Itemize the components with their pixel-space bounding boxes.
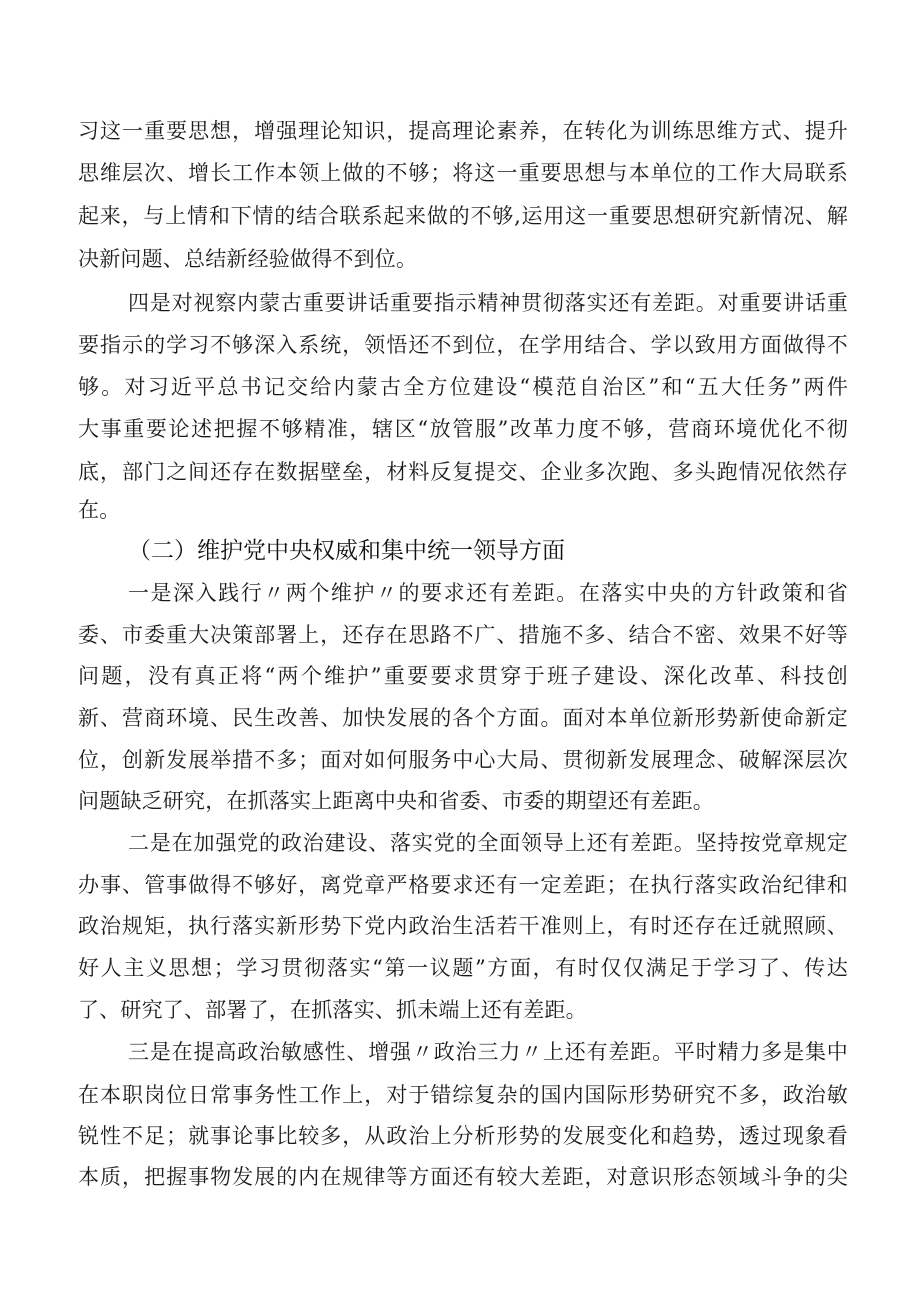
paragraph-line: 一是深入践行〃两个维护〃的要求还有差距。在落实中央的方针政策和省	[128, 581, 848, 605]
paragraph-line: 了、研究了、部署了，在抓落实、抓未端上还有差距。	[78, 998, 587, 1022]
paragraph-line: 够。对习近平总书记交给内蒙古全方位建设“模范自治区”和“五大任务”两件	[78, 375, 848, 399]
paragraph-line: 决新问题、总结新经验做得不到位。	[78, 247, 418, 271]
paragraph-line: 要指示的学习不够深入系统，领悟还不到位，在学用结合、学以致用方面做得不	[78, 333, 848, 357]
paragraph-line: 在。	[78, 498, 121, 522]
paragraph-line: 在本职岗位日常事务性工作上，对于错综复杂的国内国际形势研究不多，政治敏	[78, 1083, 848, 1107]
paragraph-line: 本质，把握事物发展的内在规律等方面还有较大差距，对意识形态领域斗争的尖	[78, 1165, 848, 1189]
paragraph-line: 问题，没有真正将“两个维护”重要要求贯穿于班子建设、深化改革、科技创	[78, 664, 848, 688]
paragraph-line: 思维层次、增长工作本领上做的不够；将这一重要思想与本单位的工作大局联系	[78, 161, 848, 185]
paragraph-line: 位，创新发展举措不多；面对如何服务中心大局、贯彻新发展理念、破解深层次	[78, 748, 848, 772]
paragraph-line: 政治规矩，执行落实新形势下党内政治生活若干准则上，有时还存在迁就照顾、	[78, 914, 848, 938]
paragraph-line: 办事、管事做得不够好，离党章严格要求还有一定差距；在执行落实政治纪律和	[78, 873, 848, 897]
paragraph-line: 习这一重要思想，增强理论知识，提高理论素养，在转化为训练思维方式、提升	[78, 119, 848, 143]
paragraph-line: 大事重要论述把握不够精准，辖区“放管服”改革力度不够，营商环境优化不彻	[78, 417, 848, 441]
paragraph-line: 问题缺乏研究，在抓落实上距离中央和省委、市委的期望还有差距。	[78, 789, 714, 813]
paragraph-line: 起来，与上情和下情的结合联系起来做的不够,运用这一重要思想研究新情况、解	[78, 204, 848, 228]
paragraph-line: 底，部门之间还存在数据壁垒，材料反复提交、企业多次跑、多头跑情况依然存	[78, 460, 848, 484]
paragraph-line: 新、营商环境、民生改善、加快发展的各个方面。面对本单位新形势新使命新定	[78, 706, 848, 730]
paragraph-line: 锐性不足；就事论事比较多，从政治上分析形势的发展变化和趋势，透过现象看	[78, 1124, 848, 1148]
paragraph-line: 委、市委重大决策部署上，还存在思路不广、措施不多、结合不密、效果不好等	[78, 623, 848, 647]
section-heading: （二）维护党中央权威和集中统一领导方面	[128, 538, 565, 564]
paragraph-line: 好人主义思想；学习贯彻落实“第一议题”方面，有时仅仅满足于学习了、传达	[78, 956, 848, 980]
paragraph-line: 四是对视察内蒙古重要讲话重要指示精神贯彻落实还有差距。对重要讲话重	[128, 291, 848, 315]
paragraph-line: 三是在提高政治敏感性、增强〃政治三力〃上还有差距。平时精力多是集中	[128, 1040, 848, 1064]
paragraph-line: 二是在加强党的政治建设、落实党的全面领导上还有差距。坚持按党章规定	[128, 831, 848, 855]
